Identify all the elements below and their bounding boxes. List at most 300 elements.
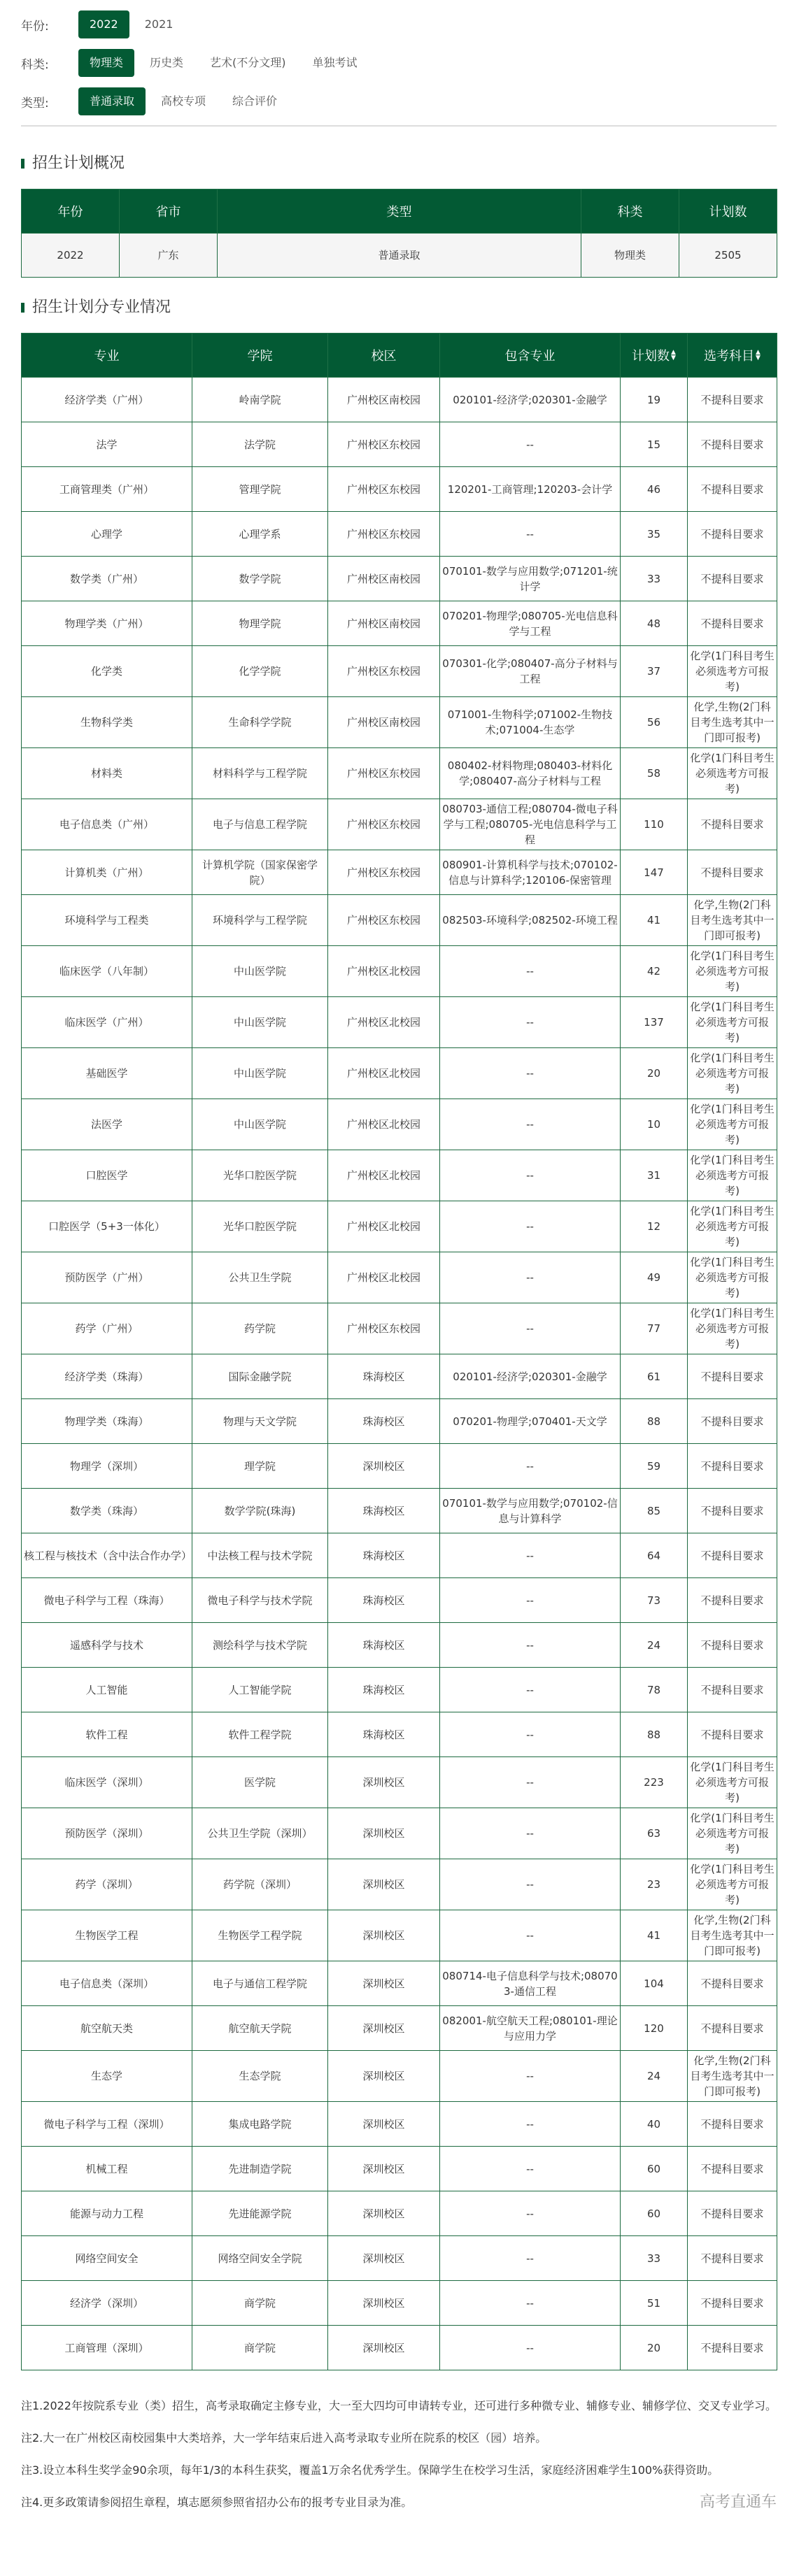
major-name: 能源与动力工程: [22, 2191, 192, 2236]
major-name: 预防医学（广州）: [22, 1252, 192, 1303]
college: 数学学院: [192, 557, 328, 601]
required-subjects: 不提科目要求: [688, 1712, 777, 1757]
plan-count: 10: [621, 1099, 688, 1150]
campus: 深圳校区: [328, 2326, 440, 2370]
plan-count: 35: [621, 512, 688, 557]
overview-type: 普通录取: [218, 234, 581, 278]
table-row: [22, 1712, 777, 1757]
subject-option-history[interactable]: 历史类: [150, 56, 184, 69]
table-row: [22, 1354, 777, 1399]
table-row: [22, 1252, 777, 1303]
major-name: 材料类: [22, 748, 192, 799]
overview-row: [22, 234, 777, 278]
major-name: 微电子科学与工程（珠海）: [22, 1578, 192, 1623]
plan-count: 15: [621, 422, 688, 467]
year-option-2022[interactable]: 2022: [78, 10, 129, 38]
plan-count: 85: [621, 1489, 688, 1533]
campus: 深圳校区: [328, 2102, 440, 2147]
required-subjects: 不提科目要求: [688, 850, 777, 895]
major-name: 药学（深圳）: [22, 1859, 192, 1910]
major-name: 预防医学（深圳）: [22, 1808, 192, 1859]
included-majors: --: [440, 1099, 621, 1150]
table-row: [22, 1099, 777, 1150]
plan-count: 60: [621, 2147, 688, 2191]
required-subjects: 不提科目要求: [688, 2281, 777, 2326]
included-majors: --: [440, 1533, 621, 1578]
required-subjects: 化学(1门科目考生必须选考方可报考): [688, 748, 777, 799]
campus: 珠海校区: [328, 1668, 440, 1712]
campus: 深圳校区: [328, 1859, 440, 1910]
college: 人工智能学院: [192, 1668, 328, 1712]
required-subjects: 化学,生物(2门科目考生选考其中一门即可报考): [688, 697, 777, 748]
table-row: [22, 850, 777, 895]
plan-count: 19: [621, 378, 688, 422]
campus: 深圳校区: [328, 1757, 440, 1808]
included-majors: --: [440, 1910, 621, 1961]
filter-panel: [21, 10, 777, 116]
college: 公共卫生学院（深圳）: [192, 1808, 328, 1859]
included-majors: --: [440, 1201, 621, 1252]
required-subjects: 不提科目要求: [688, 422, 777, 467]
included-majors: 071001-生物科学;071002-生物技术;071004-生态学: [440, 697, 621, 748]
major-name: 口腔医学（5+3一体化）: [22, 1201, 192, 1252]
major-name: 数学类（珠海）: [22, 1489, 192, 1533]
plan-count: 60: [621, 2191, 688, 2236]
table-row: [22, 1808, 777, 1859]
college: 中山医学院: [192, 997, 328, 1048]
required-subjects: 不提科目要求: [688, 1354, 777, 1399]
required-subjects: 化学,生物(2门科目考生选考其中一门即可报考): [688, 895, 777, 946]
major-name: 药学（广州）: [22, 1303, 192, 1354]
type-filter: [21, 87, 777, 116]
college: 先进能源学院: [192, 2191, 328, 2236]
college: 电子与通信工程学院: [192, 1961, 328, 2006]
year-filter-label: 年份:: [21, 19, 49, 34]
campus: 广州校区北校园: [328, 1252, 440, 1303]
required-subjects: 化学(1门科目考生必须选考方可报考): [688, 1048, 777, 1099]
included-majors: 082001-航空航天工程;080101-理论与应用力学: [440, 2006, 621, 2051]
included-majors: --: [440, 997, 621, 1048]
plan-count: 41: [621, 1910, 688, 1961]
college: 管理学院: [192, 467, 328, 512]
campus: 广州校区北校园: [328, 1099, 440, 1150]
major-name: 法医学: [22, 1099, 192, 1150]
campus: 深圳校区: [328, 2051, 440, 2102]
table-row: [22, 2051, 777, 2102]
required-subjects: 不提科目要求: [688, 1623, 777, 1668]
subject-option-separate-exam[interactable]: 单独考试: [312, 56, 358, 69]
plan-count: 58: [621, 748, 688, 799]
table-row: [22, 2236, 777, 2281]
required-subjects: 化学(1门科目考生必须选考方可报考): [688, 1150, 777, 1201]
major-name: 生物医学工程: [22, 1910, 192, 1961]
major-name: 微电子科学与工程（深圳）: [22, 2102, 192, 2147]
required-subjects: 化学(1门科目考生必须选考方可报考): [688, 997, 777, 1048]
college: 生命科学学院: [192, 697, 328, 748]
major-name: 航空航天类: [22, 2006, 192, 2051]
major-name: 经济学类（珠海）: [22, 1354, 192, 1399]
table-row: [22, 2191, 777, 2236]
plan-count: 78: [621, 1668, 688, 1712]
college: 中山医学院: [192, 946, 328, 997]
campus: 深圳校区: [328, 2281, 440, 2326]
plan-count: 40: [621, 2102, 688, 2147]
plan-count: 223: [621, 1757, 688, 1808]
table-row: [22, 2102, 777, 2147]
college: 集成电路学院: [192, 2102, 328, 2147]
included-majors: --: [440, 1859, 621, 1910]
required-subjects: 化学(1门科目考生必须选考方可报考): [688, 1757, 777, 1808]
campus: 广州校区东校园: [328, 422, 440, 467]
plan-count: 33: [621, 557, 688, 601]
major-name: 工商管理类（广州）: [22, 467, 192, 512]
college: 航空航天学院: [192, 2006, 328, 2051]
required-subjects: 不提科目要求: [688, 2006, 777, 2051]
table-row: [22, 1910, 777, 1961]
required-subjects: 化学(1门科目考生必须选考方可报考): [688, 1303, 777, 1354]
campus: 深圳校区: [328, 1444, 440, 1489]
college: 医学院: [192, 1757, 328, 1808]
col-required-subjects-sortable[interactable]: [688, 334, 777, 378]
overview-title: 招生计划概况: [21, 153, 777, 174]
required-subjects: 不提科目要求: [688, 467, 777, 512]
overview-table: [21, 189, 777, 278]
required-subjects: 不提科目要求: [688, 2147, 777, 2191]
college: 网络空间安全学院: [192, 2236, 328, 2281]
major-name: 经济学类（广州）: [22, 378, 192, 422]
plan-count: 20: [621, 1048, 688, 1099]
table-row: [22, 748, 777, 799]
included-majors: --: [440, 1578, 621, 1623]
col-plan-count: 计划数: [679, 189, 777, 234]
watermark-logo: 高考直通车: [699, 2493, 777, 2511]
included-majors: 120201-工商管理;120203-会计学: [440, 467, 621, 512]
campus: 广州校区东校园: [328, 646, 440, 697]
table-row: [22, 378, 777, 422]
campus: 广州校区北校园: [328, 1048, 440, 1099]
college: 化学学院: [192, 646, 328, 697]
table-row: [22, 799, 777, 850]
col-year: 年份: [22, 189, 120, 234]
col-type: 类型: [218, 189, 581, 234]
included-majors: --: [440, 1303, 621, 1354]
table-row: [22, 2006, 777, 2051]
included-majors: --: [440, 1808, 621, 1859]
major-name: 生物科学类: [22, 697, 192, 748]
college: 环境科学与工程学院: [192, 895, 328, 946]
required-subjects: 不提科目要求: [688, 2236, 777, 2281]
required-subjects: 不提科目要求: [688, 1961, 777, 2006]
major-name: 物理学类（广州）: [22, 601, 192, 646]
major-name: 软件工程: [22, 1712, 192, 1757]
campus: 广州校区北校园: [328, 997, 440, 1048]
col-province: 省市: [120, 189, 218, 234]
included-majors: 020101-经济学;020301-金融学: [440, 378, 621, 422]
included-majors: 080402-材料物理;080403-材料化学;080407-高分子材料与工程: [440, 748, 621, 799]
table-row: [22, 1444, 777, 1489]
college: 电子与信息工程学院: [192, 799, 328, 850]
col-college: 学院: [192, 334, 328, 378]
table-row: [22, 946, 777, 997]
included-majors: 070201-物理学;070401-天文学: [440, 1399, 621, 1444]
major-name: 物理学类（珠海）: [22, 1399, 192, 1444]
campus: 广州校区东校园: [328, 895, 440, 946]
table-row: [22, 1578, 777, 1623]
campus: 广州校区东校园: [328, 850, 440, 895]
campus: 广州校区东校园: [328, 748, 440, 799]
campus: 广州校区北校园: [328, 1201, 440, 1252]
major-name: 数学类（广州）: [22, 557, 192, 601]
note-3: 注3.设立本科生奖学金90余项，每年1/3的本科生获奖，覆盖1万余名优秀学生。保障学生在校学习生活，家庭经济困难学生100%获得资助。: [21, 2463, 719, 2477]
college: 岭南学院: [192, 378, 328, 422]
required-subjects-label: 选考科目: [704, 349, 755, 364]
required-subjects: 不提科目要求: [688, 557, 777, 601]
major-name: 遥感科学与技术: [22, 1623, 192, 1668]
note-2: 注2.大一在广州校区南校园集中大类培养，大一学年结束后进入高考录取专业所在院系的校区（园）培养。: [21, 2431, 547, 2445]
campus: 广州校区南校园: [328, 697, 440, 748]
college: 公共卫生学院: [192, 1252, 328, 1303]
major-name: 基础医学: [22, 1048, 192, 1099]
subject-filter: [21, 48, 777, 78]
included-majors: --: [440, 1668, 621, 1712]
college: 光华口腔医学院: [192, 1150, 328, 1201]
plan-count: 120: [621, 2006, 688, 2051]
required-subjects: 不提科目要求: [688, 378, 777, 422]
table-row: [22, 2147, 777, 2191]
included-majors: 080703-通信工程;080704-微电子科学与工程;080705-光电信息科学与工程: [440, 799, 621, 850]
majors-header-row: [22, 334, 777, 378]
plan-count: 61: [621, 1354, 688, 1399]
plan-count: 33: [621, 2236, 688, 2281]
plan-count: 77: [621, 1303, 688, 1354]
major-name: 电子信息类（深圳）: [22, 1961, 192, 2006]
required-subjects: 不提科目要求: [688, 1533, 777, 1578]
campus: 广州校区北校园: [328, 946, 440, 997]
included-majors: --: [440, 2102, 621, 2147]
required-subjects-header: [704, 346, 761, 364]
sort-icon[interactable]: ▲ ▼: [756, 349, 761, 362]
included-majors: 082503-环境科学;082502-环境工程: [440, 895, 621, 946]
required-subjects: 不提科目要求: [688, 799, 777, 850]
campus: 珠海校区: [328, 1623, 440, 1668]
plan-count: 20: [621, 2326, 688, 2370]
campus: 深圳校区: [328, 2006, 440, 2051]
plan-count: 46: [621, 467, 688, 512]
college: 生态学院: [192, 2051, 328, 2102]
campus: 广州校区东校园: [328, 799, 440, 850]
col-plan-count-sortable[interactable]: [621, 334, 688, 378]
plan-count: 48: [621, 601, 688, 646]
college: 微电子科学与技术学院: [192, 1578, 328, 1623]
required-subjects: 化学(1门科目考生必须选考方可报考): [688, 1252, 777, 1303]
major-name: 法学: [22, 422, 192, 467]
subject-option-physics[interactable]: 物理类: [78, 49, 134, 77]
required-subjects: 不提科目要求: [688, 2102, 777, 2147]
type-option-special-program[interactable]: 高校专项: [161, 94, 206, 108]
overview-header-row: [22, 189, 777, 234]
major-name: 网络空间安全: [22, 2236, 192, 2281]
divider: [21, 125, 777, 127]
college: 中山医学院: [192, 1099, 328, 1150]
plan-count: 49: [621, 1252, 688, 1303]
majors-body: [22, 378, 777, 2370]
required-subjects: 不提科目要求: [688, 1489, 777, 1533]
campus: 珠海校区: [328, 1578, 440, 1623]
required-subjects: 不提科目要求: [688, 2191, 777, 2236]
included-majors: --: [440, 2191, 621, 2236]
major-name: 物理学（深圳）: [22, 1444, 192, 1489]
included-majors: --: [440, 1444, 621, 1489]
majors-table: [21, 333, 777, 2370]
included-majors: --: [440, 512, 621, 557]
college: 计算机学院（国家保密学院）: [192, 850, 328, 895]
overview-province: 广东: [120, 234, 218, 278]
required-subjects: 化学,生物(2门科目考生选考其中一门即可报考): [688, 1910, 777, 1961]
year-option-2021[interactable]: 2021: [144, 17, 174, 31]
college: 理学院: [192, 1444, 328, 1489]
subject-option-art[interactable]: 艺术(不分文理): [210, 56, 286, 69]
overview-subject: 物理类: [581, 234, 679, 278]
plan-count: 56: [621, 697, 688, 748]
table-row: [22, 2326, 777, 2370]
college: 测绘科学与技术学院: [192, 1623, 328, 1668]
included-majors: 020101-经济学;020301-金融学: [440, 1354, 621, 1399]
plan-count-label: 计划数: [632, 349, 670, 364]
table-row: [22, 1757, 777, 1808]
note-1: 注1.2022年按院系专业（类）招生，高考录取确定主修专业，大一至大四均可申请转专业，还可进行多种微专业、辅修专业、辅修学位、交叉专业学习。: [21, 2399, 777, 2412]
table-row: [22, 1303, 777, 1354]
included-majors: --: [440, 1252, 621, 1303]
major-name: 工商管理（深圳）: [22, 2326, 192, 2370]
included-majors: --: [440, 2326, 621, 2370]
campus: 珠海校区: [328, 1489, 440, 1533]
plan-count: 63: [621, 1808, 688, 1859]
table-row: [22, 697, 777, 748]
college: 心理学系: [192, 512, 328, 557]
table-row: [22, 895, 777, 946]
college: 中法核工程与技术学院: [192, 1533, 328, 1578]
required-subjects: 不提科目要求: [688, 601, 777, 646]
plan-count: 88: [621, 1712, 688, 1757]
notes: [21, 2394, 777, 2514]
major-name: 机械工程: [22, 2147, 192, 2191]
major-name: 心理学: [22, 512, 192, 557]
table-row: [22, 1489, 777, 1533]
table-row: [22, 512, 777, 557]
table-row: [22, 997, 777, 1048]
plan-count: 147: [621, 850, 688, 895]
included-majors: 080714-电子信息科学与技术;080703-通信工程: [440, 1961, 621, 2006]
college: 商学院: [192, 2281, 328, 2326]
major-name: 计算机类（广州）: [22, 850, 192, 895]
table-row: [22, 2281, 777, 2326]
campus: 珠海校区: [328, 1354, 440, 1399]
campus: 广州校区东校园: [328, 467, 440, 512]
campus: 深圳校区: [328, 2191, 440, 2236]
sort-icon[interactable]: ▲ ▼: [671, 349, 676, 362]
plan-count: 88: [621, 1399, 688, 1444]
type-filter-label: 类型:: [21, 96, 49, 110]
plan-count: 24: [621, 1623, 688, 1668]
col-included-majors: 包含专业: [440, 334, 621, 378]
subject-filter-label: 科类:: [21, 57, 49, 72]
college: 国际金融学院: [192, 1354, 328, 1399]
majors-title: 招生计划分专业情况: [21, 297, 777, 318]
campus: 广州校区东校园: [328, 512, 440, 557]
required-subjects: 化学(1门科目考生必须选考方可报考): [688, 1099, 777, 1150]
included-majors: 070201-物理学;080705-光电信息科学与工程: [440, 601, 621, 646]
included-majors: --: [440, 1712, 621, 1757]
included-majors: --: [440, 1757, 621, 1808]
plan-count: 51: [621, 2281, 688, 2326]
required-subjects: 不提科目要求: [688, 512, 777, 557]
included-majors: --: [440, 1048, 621, 1099]
plan-count: 37: [621, 646, 688, 697]
required-subjects: 不提科目要求: [688, 2326, 777, 2370]
included-majors: 080901-计算机科学与技术;070102-信息与计算科学;120106-保密管理: [440, 850, 621, 895]
required-subjects: 不提科目要求: [688, 1668, 777, 1712]
college: 物理学院: [192, 601, 328, 646]
included-majors: --: [440, 1150, 621, 1201]
required-subjects: 不提科目要求: [688, 1578, 777, 1623]
table-row: [22, 1668, 777, 1712]
col-major: 专业: [22, 334, 192, 378]
table-row: [22, 1859, 777, 1910]
college: 生物医学工程学院: [192, 1910, 328, 1961]
plan-count: 42: [621, 946, 688, 997]
major-name: 临床医学（八年制）: [22, 946, 192, 997]
college: 药学院: [192, 1303, 328, 1354]
college: 数学学院(珠海): [192, 1489, 328, 1533]
col-campus: 校区: [328, 334, 440, 378]
year-filter: [21, 10, 777, 39]
plan-count: 59: [621, 1444, 688, 1489]
plan-count: 31: [621, 1150, 688, 1201]
plan-count: 12: [621, 1201, 688, 1252]
included-majors: --: [440, 422, 621, 467]
major-name: 核工程与核技术（含中法合作办学）: [22, 1533, 192, 1578]
college: 先进制造学院: [192, 2147, 328, 2191]
college: 物理与天文学院: [192, 1399, 328, 1444]
table-row: [22, 1048, 777, 1099]
overview-year: 2022: [22, 234, 120, 278]
plan-count: 73: [621, 1578, 688, 1623]
college: 材料科学与工程学院: [192, 748, 328, 799]
col-subject: 科类: [581, 189, 679, 234]
campus: 广州校区南校园: [328, 601, 440, 646]
campus: 广州校区东校园: [328, 1303, 440, 1354]
campus: 珠海校区: [328, 1399, 440, 1444]
major-name: 口腔医学: [22, 1150, 192, 1201]
type-option-regular[interactable]: 普通录取: [78, 87, 146, 115]
included-majors: --: [440, 2147, 621, 2191]
college: 药学院（深圳）: [192, 1859, 328, 1910]
required-subjects: 不提科目要求: [688, 1399, 777, 1444]
table-row: [22, 1623, 777, 1668]
table-row: [22, 601, 777, 646]
included-majors: 070301-化学;080407-高分子材料与工程: [440, 646, 621, 697]
plan-count: 24: [621, 2051, 688, 2102]
included-majors: 070101-数学与应用数学;070102-信息与计算科学: [440, 1489, 621, 1533]
included-majors: --: [440, 946, 621, 997]
required-subjects: 化学(1门科目考生必须选考方可报考): [688, 1201, 777, 1252]
type-option-comprehensive[interactable]: 综合评价: [232, 94, 278, 108]
table-row: [22, 422, 777, 467]
required-subjects: 化学(1门科目考生必须选考方可报考): [688, 1808, 777, 1859]
table-row: [22, 557, 777, 601]
major-name: 电子信息类（广州）: [22, 799, 192, 850]
plan-count: 64: [621, 1533, 688, 1578]
